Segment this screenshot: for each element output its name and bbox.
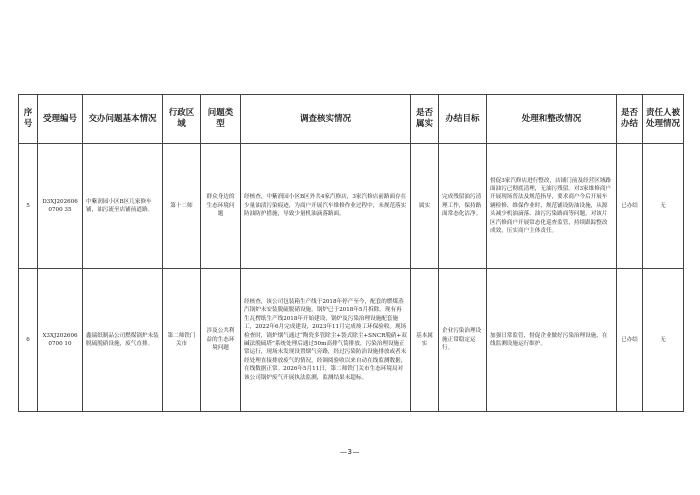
cell-id: X3XJ2026060700 10 (38, 269, 83, 412)
header-type: 问题类型 (201, 95, 241, 144)
table-header-row (19, 95, 684, 144)
header-handling: 处理和整改情况 (487, 95, 617, 144)
table-row (19, 269, 684, 412)
header-issue: 交办问题基本情况 (83, 95, 163, 144)
cell-investigation: 经核查，中紫润园小区B区外共4家汽修店，3家汽修店前路面存在少量油渍污染痕迹，为商户开展汽车维修作业过程中，未规范落实防油防护措施，导致少量机油滴落路面。 (241, 144, 411, 269)
cell-issue: 鑫瑞纸制品公司燃煤锅炉未装脱硫脱硝设施，废气直排。 (83, 269, 163, 412)
cell-goal: 完成残留油污清理工作，保持路面常态化洁净。 (439, 144, 487, 269)
cell-investigation: 经核查，该公司包装箱生产线于2018年停产至今，配套的燃煤蒸汽锅炉未安装脱硫脱硝设施，锅炉已于2018年5月拆除。现有再生瓦楞纸生产线2018年开始建设，锅炉及污染治理设施配套施工，2022年6月完成建设，2023年11月完成竣工环保验收。现场检查时，锅炉烟气通过“陶瓷多管除尘+袋式除尘+SNCR脱硝+双碱法脱硫塔”系统处理后通过50m高排气筒排放，污染治理设施正常运行，现场未发现设置烟气旁路，经过污染防治设施排放或者未经处理直接排放废气的情况，经调阅验收以来自动在线监测数据，在线数据正常。2026年5月11日，第二师铁门关市生态环境局对该公司锅炉废气开展执法监测，监测结果未超标。 (241, 269, 411, 412)
issue-table (18, 94, 684, 412)
cell-responsible: 无 (643, 144, 684, 269)
table-row (19, 144, 684, 269)
cell-type: 涉及公共利益的生态环境问题 (201, 269, 241, 412)
cell-issue: 中紫润园小区B区几家修车铺，油污流至店铺前道路。 (83, 144, 163, 269)
cell-type: 群众身边的生态环境问题 (201, 144, 241, 269)
header-seq: 序号 (19, 95, 38, 144)
cell-id: D3XJ2026060700 35 (38, 144, 83, 269)
header-id: 受理编号 (38, 95, 83, 144)
cell-seq: 6 (19, 269, 38, 412)
cell-responsible: 无 (643, 269, 684, 412)
cell-goal: 企业污染治理设施正常稳定运行。 (439, 269, 487, 412)
cell-verified: 基本属实 (411, 269, 439, 412)
header-investigation: 调查核实情况 (241, 95, 411, 144)
page-number: —3— (340, 448, 360, 456)
cell-handling: 督促3家汽修店进行整改，店铺门前及经营区域路面油污已彻底清理，无油污残留。对3家维修商户开展现场普法及规范指导，要求商户今后开展车辆检修、维保作业时，规范铺设防油设施，从源头减少机油滴落、油污污染路面等问题。对该片区汽修商户开展常态化巡查监管，持续跟踪整改成效，压实商户主体责任。 (487, 144, 617, 269)
cell-seq: 5 (19, 144, 38, 269)
header-region: 行政区域 (163, 95, 201, 144)
cell-handling: 加强日常监管，督促企业做好污染治理设施、在线监测设施运行维护。 (487, 269, 617, 412)
cell-region: 第十二师 (163, 144, 201, 269)
cell-region: 第二师铁门关市 (163, 269, 201, 412)
cell-verified: 属实 (411, 144, 439, 269)
cell-completed: 已办结 (617, 269, 643, 412)
header-responsible: 责任人被处理情况 (643, 95, 684, 144)
header-completed: 是否办结 (617, 95, 643, 144)
header-goal: 办结目标 (439, 95, 487, 144)
header-verified: 是否属实 (411, 95, 439, 144)
cell-completed: 已办结 (617, 144, 643, 269)
